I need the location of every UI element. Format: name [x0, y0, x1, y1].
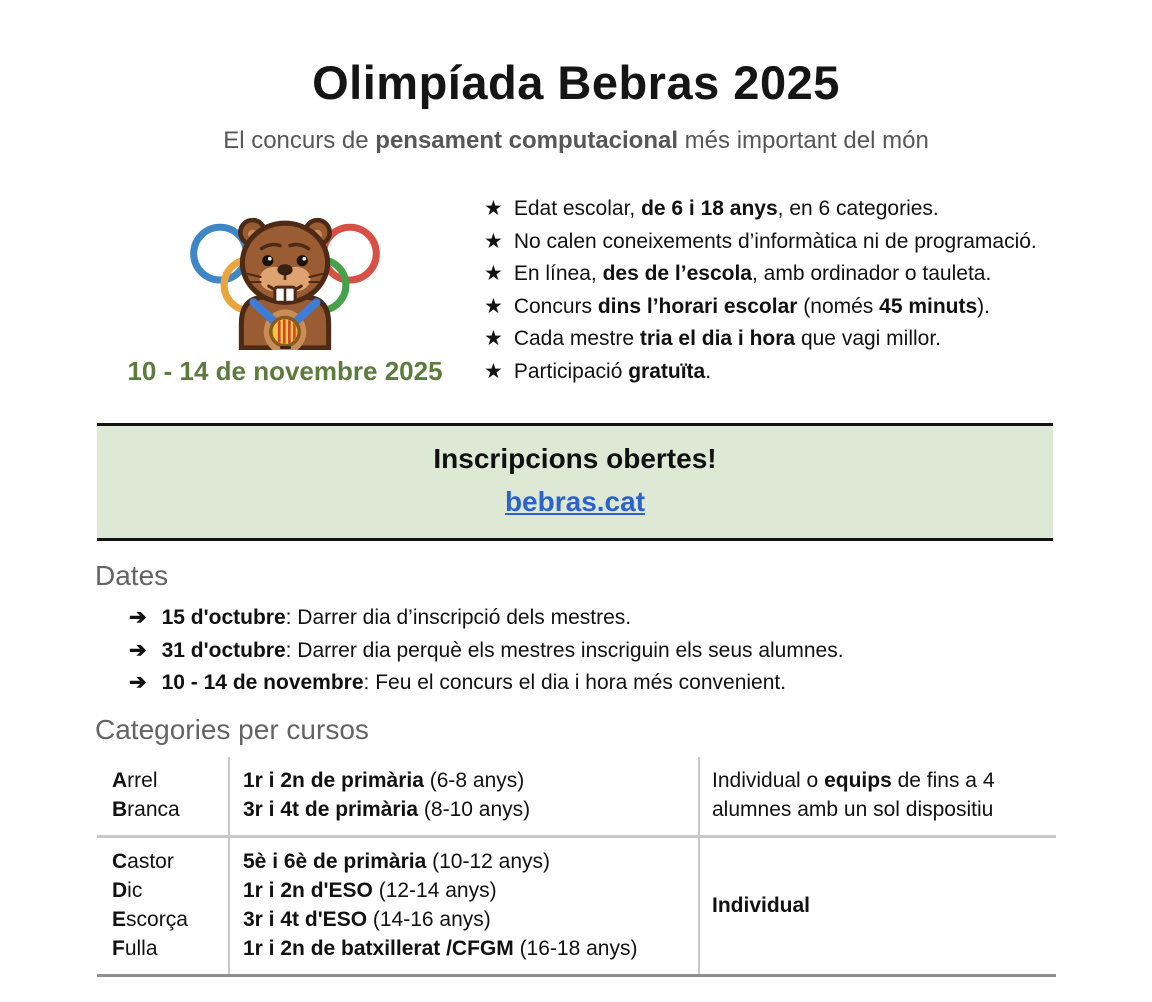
- date-list-item: [129, 635, 844, 668]
- registration-banner: [97, 423, 1053, 541]
- date-list-item: [129, 602, 844, 635]
- course-line: 5è i 6è de primària (10-12 anys): [243, 850, 551, 873]
- table-row-secondary: [97, 835, 1056, 974]
- category-name: Fulla: [112, 937, 158, 960]
- course-line: 3r i 4t de primària (8-10 anys): [243, 798, 531, 821]
- date-list-item: [129, 667, 844, 700]
- course-line: 1r i 2n de batxillerat /CFGM (16-18 anys): [243, 937, 638, 960]
- hero-left-column: [90, 210, 480, 387]
- date-item-text: 15 d'octubre: Darrer dia d’inscripció dels mestres.: [161, 606, 632, 629]
- categories-section-heading: Categories per cursos: [95, 714, 369, 745]
- course-line: 3r i 4t d'ESO (14-16 anys): [243, 908, 491, 931]
- bullet-item: [484, 226, 1129, 259]
- bullet-text: Participació gratuïta.: [513, 359, 712, 383]
- table-row-primary: [97, 757, 1056, 835]
- category-name: Branca: [112, 798, 180, 821]
- category-name: Arrel: [112, 769, 158, 792]
- bullet-item: [484, 291, 1129, 324]
- arrow-bullet-icon: ➔: [129, 638, 147, 662]
- star-bullet-icon: ★: [484, 262, 503, 286]
- arrow-bullet-icon: ➔: [129, 606, 147, 629]
- participation-mode-cell: Individual: [712, 893, 811, 917]
- beaver-eye: [262, 255, 273, 266]
- bullet-text: En línea, des de l’escola, amb ordinador o tauleta.: [513, 262, 992, 286]
- bebras-olympic-beaver-logo-icon: [187, 210, 383, 350]
- date-item-text: 31 d'octubre: Darrer dia perquè els mestres inscriguin els seus alumnes.: [161, 638, 844, 662]
- contest-date-range: 10 - 14 de novembre 2025: [127, 356, 443, 386]
- participation-mode-cell: Individual o equips de fins a 4 alumnes amb un sol dispositiu: [712, 769, 995, 821]
- category-names-cell: [97, 838, 230, 974]
- bullet-item: [484, 356, 1129, 389]
- date-item-text: 10 - 14 de novembre: Feu el concurs el dia i hora més convenient.: [161, 671, 787, 695]
- category-names-cell: [97, 757, 230, 835]
- categories-table: [97, 757, 1056, 977]
- star-bullet-icon: ★: [484, 229, 503, 253]
- bullet-item: [484, 323, 1129, 356]
- star-bullet-icon: ★: [484, 359, 503, 383]
- category-name: Dic: [112, 879, 143, 902]
- dates-list: [129, 602, 844, 700]
- star-bullet-icon: ★: [484, 294, 503, 318]
- registration-banner-heading: Inscripcions obertes!: [433, 443, 717, 474]
- star-bullet-icon: ★: [484, 327, 503, 351]
- page-subtitle: El concurs de pensament computacional més important del món: [223, 127, 929, 154]
- star-bullet-icon: ★: [484, 197, 503, 220]
- category-courses-cell: [230, 838, 700, 974]
- course-line: 1r i 2n d'ESO (12-14 anys): [243, 879, 497, 902]
- bebras-cat-link[interactable]: bebras.cat: [504, 486, 646, 517]
- bullet-text: Cada mestre tria el dia i hora que vagi millor.: [513, 327, 942, 351]
- arrow-bullet-icon: ➔: [129, 671, 147, 695]
- category-courses-cell: [230, 757, 700, 835]
- page-title: Olimpíada Bebras 2025: [312, 56, 840, 109]
- bullet-text: Edat escolar, de 6 i 18 anys, en 6 categories.: [513, 197, 939, 220]
- course-line: 1r i 2n de primària (6-8 anys): [243, 769, 525, 792]
- dates-section-heading: Dates: [95, 560, 169, 591]
- beaver-nose: [277, 264, 292, 275]
- category-name: Escorça: [112, 908, 188, 931]
- feature-bullet-list: [484, 193, 1129, 389]
- bullet-item: [484, 258, 1129, 291]
- bullet-text: Concurs dins l’horari escolar (només 45 minuts).: [513, 294, 990, 318]
- bullet-text: No calen coneixements d’informàtica ni de programació.: [513, 229, 1037, 253]
- bullet-item: [484, 193, 1129, 226]
- category-name: Castor: [112, 850, 174, 873]
